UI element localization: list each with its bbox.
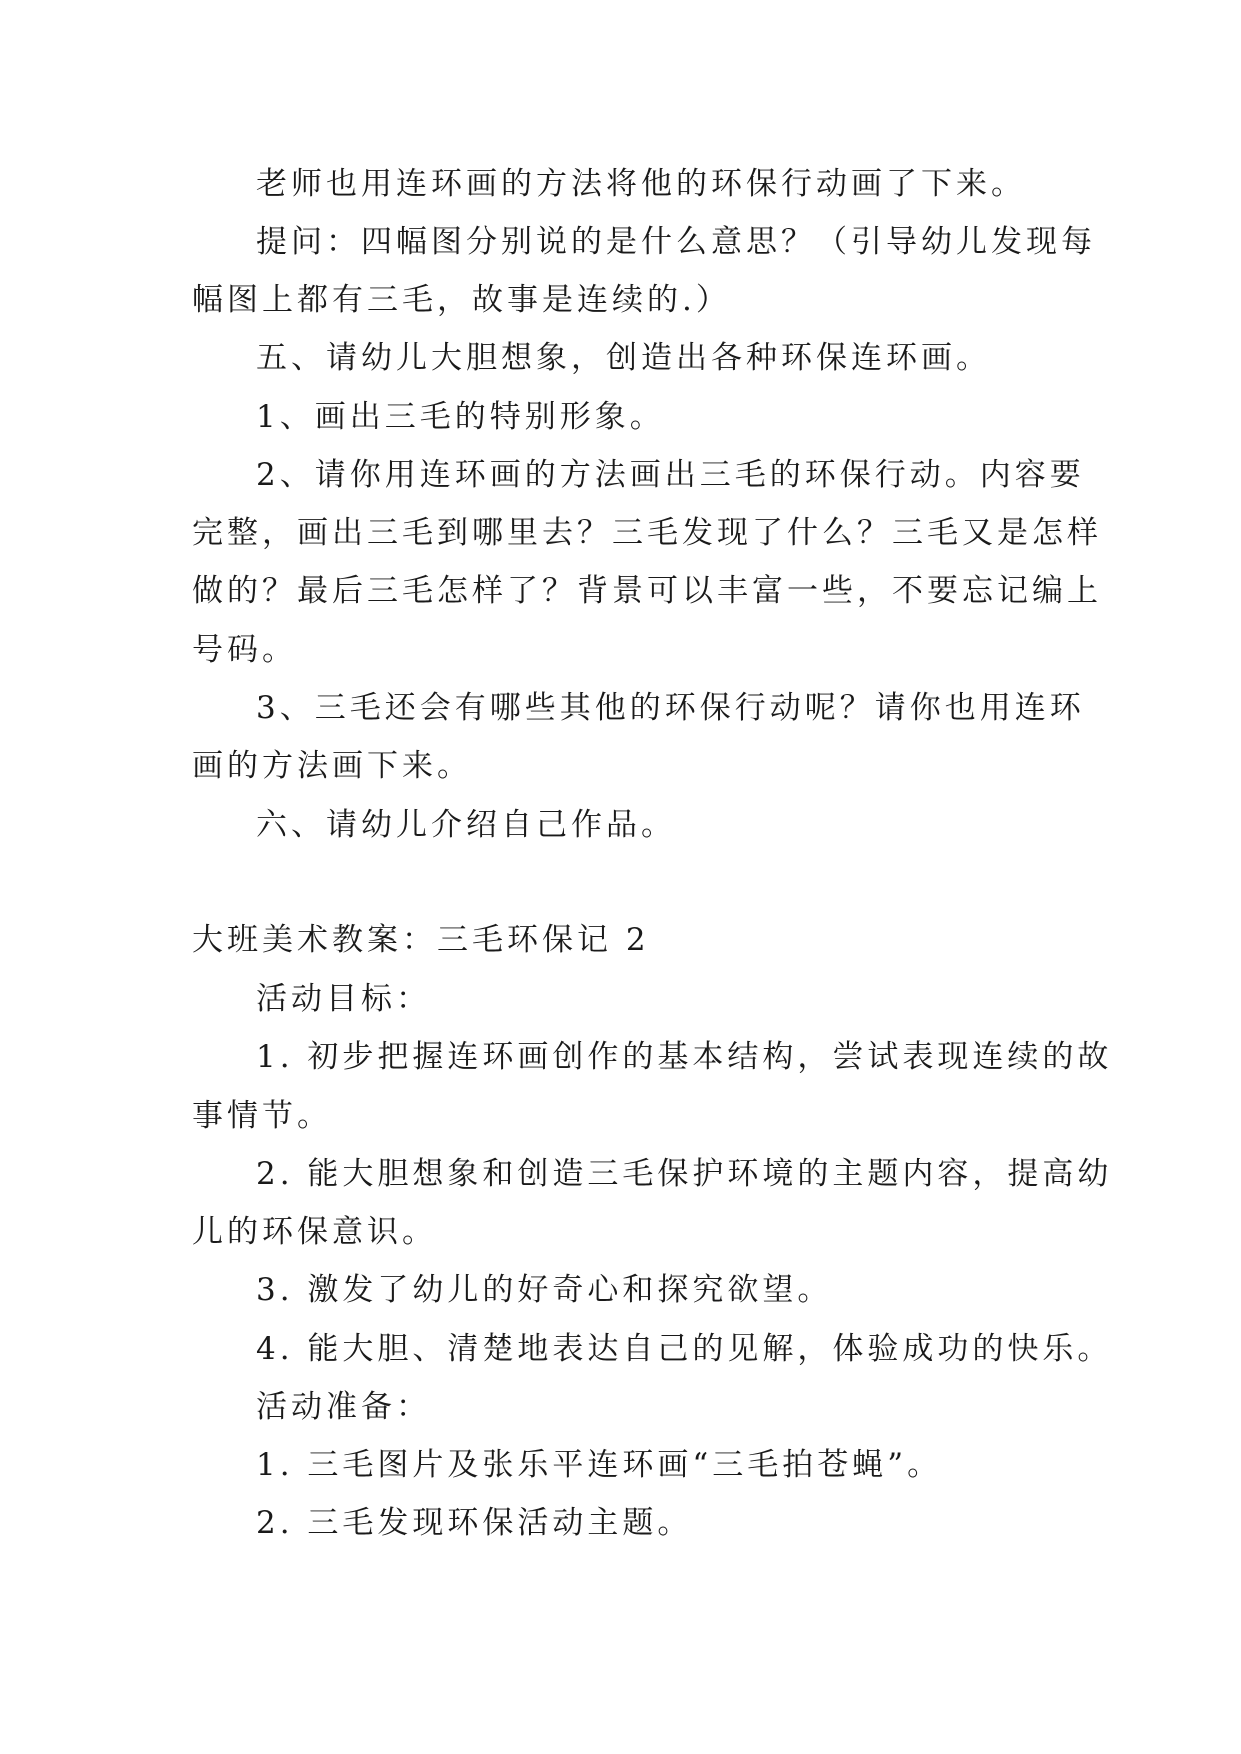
paragraph-line: 活动准备： [256, 1389, 431, 1425]
paragraph-line: 提问：四幅图分别说的是什么意思？（引导幼儿发现每 [256, 224, 1096, 260]
section-title: 大班美术教案：三毛环保记 2 [192, 922, 650, 958]
paragraph-line: 号码。 [192, 632, 297, 668]
paragraph-line: 1. 三毛图片及张乐平连环画“三毛拍苍蝇”。 [256, 1447, 943, 1483]
paragraph-line: 画的方法画下来。 [192, 748, 472, 784]
paragraph-line: 3. 激发了幼儿的好奇心和探究欲望。 [256, 1272, 833, 1308]
paragraph-line: 活动目标： [256, 981, 431, 1017]
paragraph-line: 六、请幼儿介绍自己作品。 [256, 807, 676, 843]
paragraph-line: 事情节。 [192, 1098, 332, 1134]
paragraph-line: 幅图上都有三毛，故事是连续的.） [192, 282, 731, 318]
paragraph-line: 做的？最后三毛怎样了？背景可以丰富一些，不要忘记编上 [192, 573, 1102, 609]
paragraph-line: 儿的环保意识。 [192, 1214, 437, 1250]
paragraph-line: 老师也用连环画的方法将他的环保行动画了下来。 [256, 166, 1026, 202]
paragraph-line: 2. 能大胆想象和创造三毛保护环境的主题内容，提高幼 [256, 1156, 1113, 1192]
paragraph-line: 2. 三毛发现环保活动主题。 [256, 1505, 693, 1541]
paragraph-line: 1、画出三毛的特别形象。 [256, 399, 665, 435]
paragraph-line: 1. 初步把握连环画创作的基本结构，尝试表现连续的故 [256, 1039, 1113, 1075]
paragraph-line: 完整，画出三毛到哪里去？三毛发现了什么？三毛又是怎样 [192, 515, 1102, 551]
paragraph-line: 五、请幼儿大胆想象，创造出各种环保连环画。 [256, 340, 991, 376]
paragraph-line: 2、请你用连环画的方法画出三毛的环保行动。内容要 [256, 457, 1085, 493]
paragraph-line: 3、三毛还会有哪些其他的环保行动呢？请你也用连环 [256, 690, 1085, 726]
paragraph-line: 4. 能大胆、清楚地表达自己的见解，体验成功的快乐。 [256, 1331, 1113, 1367]
